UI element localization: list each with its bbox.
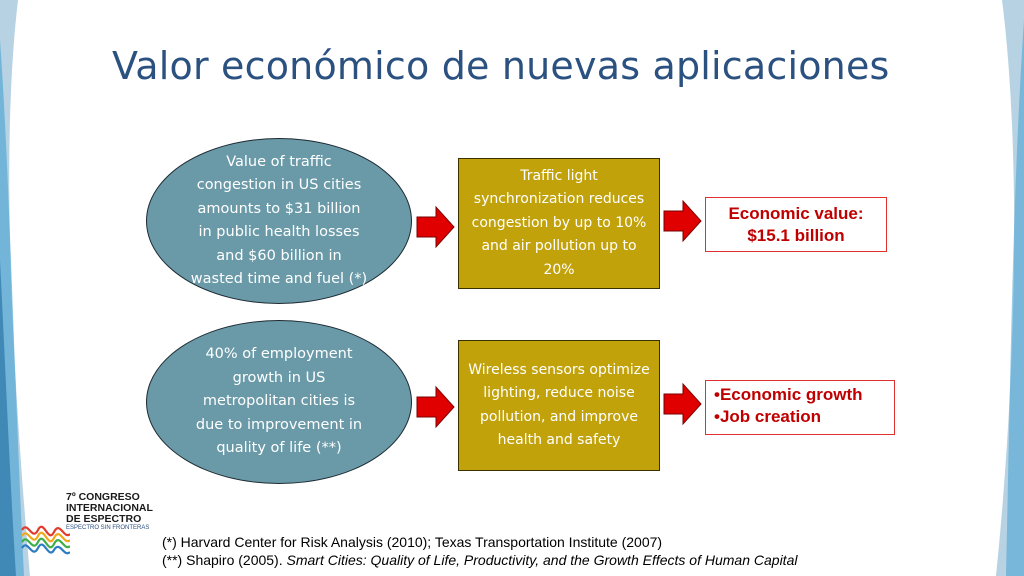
solution-box-1 — [458, 158, 660, 289]
cause-text-2: 40% of employment growth in US metropolitan cities is due to improvement in quality of life (**) — [195, 346, 363, 457]
result-box-1 — [705, 197, 887, 252]
result-list-item: •Economic growth — [714, 385, 863, 404]
cause-text-1: Value of traffic congestion in US cities amounts to $31 billion in public health losses and $60 billion in wasted time and fuel (*) — [190, 153, 368, 287]
logo-tagline: ESPECTRO SIN FRONTERAS — [66, 525, 150, 531]
cause-ellipse-1 — [146, 138, 412, 304]
right-arrow-icon — [663, 382, 703, 426]
footnote-1: (*) Harvard Center for Risk Analysis (2010); Texas Transportation Institute (2007) — [162, 534, 663, 550]
congress-logo — [20, 490, 160, 562]
wave-logo-icon — [20, 490, 70, 562]
logo-line-3: DE ESPECTRO — [66, 513, 142, 525]
solution-text-1: Traffic light synchronization reduces congestion by up to 10% and air pollution up to 20% — [471, 167, 647, 278]
right-arrow-icon — [416, 385, 456, 429]
right-arrow-icon — [663, 199, 703, 243]
result-text-1: Economic value: $15.1 billion — [728, 203, 864, 245]
right-arrow-icon — [416, 205, 456, 249]
result-list-item: •Job creation — [714, 407, 822, 426]
page-title: Valor económico de nuevas aplicaciones — [112, 44, 890, 88]
result-box-2 — [705, 380, 895, 435]
result-list-2 — [706, 381, 894, 428]
logo-line-1: 7º CONGRESO — [66, 491, 140, 503]
footnote-2-title: Smart Cities: Quality of Life, Productivity, and the Growth Effects of Human Capital — [286, 552, 798, 568]
logo-line-2: INTERNACIONAL — [66, 502, 153, 514]
solution-box-2 — [458, 340, 660, 471]
solution-text-2: Wireless sensors optimize lighting, reduce noise pollution, and improve health and safety — [468, 361, 650, 448]
footnote-2: (**) Shapiro (2005). Smart Cities: Quality of Life, Productivity, and the Growth Effects of Human Capital — [162, 552, 798, 568]
cause-ellipse-2 — [146, 320, 412, 484]
